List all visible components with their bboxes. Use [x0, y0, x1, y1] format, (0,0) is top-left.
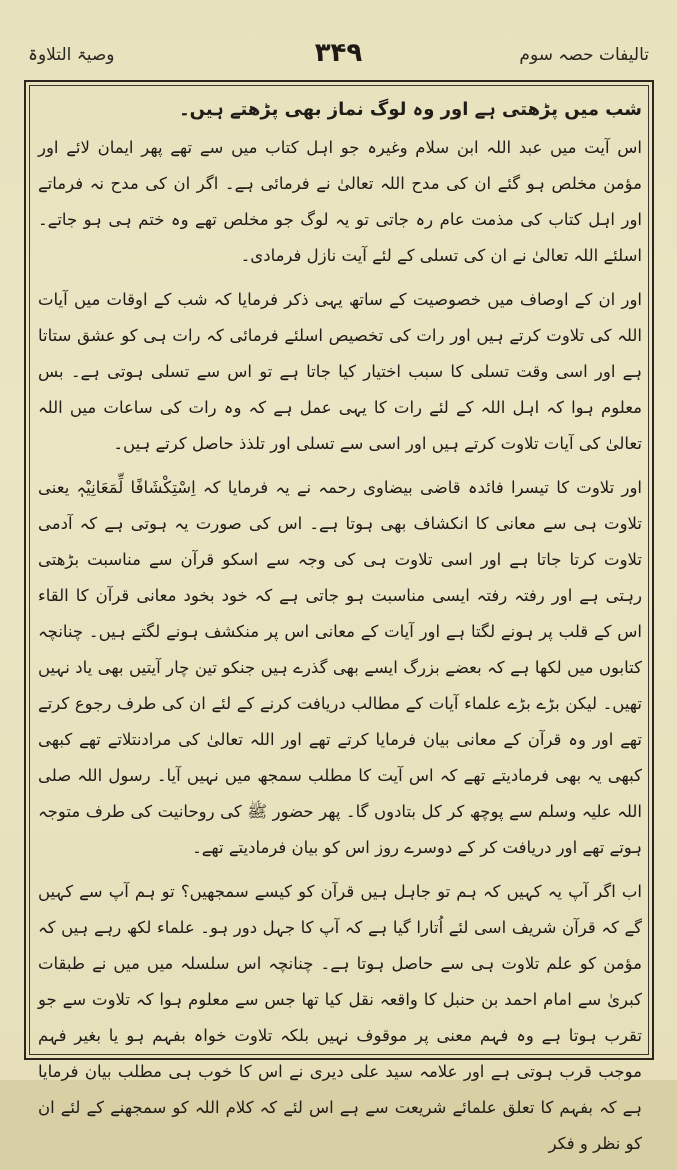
page-number: ۳۴۹ [314, 38, 363, 68]
book-title: تالیفات حصہ سوم [519, 45, 649, 65]
paragraph-understanding-quran: اب اگر آپ یہ کہیں کہ ہم تو جاہل ہیں قرآن کو کیسے سمجھیں؟ تو ہم آپ سے کہیں گے کہ قرآن شریف اسی لئے اُتارا گیا ہے کہ آپ کا جہل دور ہو۔ علماء لکھ رہے ہیں کہ مؤمن کو علم تلاوت ہی سے حاصل ہوتا ہے۔ چنانچہ اس سلسلہ میں میں نے طبقات کبریٰ سے امام احمد بن حنبل کا واقعہ نقل کیا تھا جس سے معلوم ہوا کہ تلاوت سے جو تقرب ہوتا ہے وہ فہم معنی پر موقوف نہیں بلکہ تلاوت خواہ بفہم ہو یا بغیر فہم موجب قرب ہوتی ہے اور علامہ سید علی دیری نے اس کا خوب ہی مطلب بیان فرمایا ہے کہ بفہم کا تعلق علمائے شریعت سے ہے اس لئے کہ کلام اللہ کو سمجھنے کے لئے ان کو نظر و فکر [38, 882, 642, 1153]
page-header [22, 38, 655, 78]
paragraph-night-recitation: اور ان کے اوصاف میں خصوصیت کے ساتھ یہی ذکر فرمایا کہ شب کے اوقات میں آیات اللہ کی تلاوت کرتے ہیں اور رات کی تخصیص اسلئے فرمائی کہ رات ہی کو عشق ستاتا ہے اور اسی وقت تسلی کا سبب اختیار کیا جاتا ہے تو اس سے تسلی ہوتی ہے۔ بس معلوم ہوا کہ اہل اللہ کے لئے رات کا یہی عمل ہے کہ وہ رات کی ساعات میں اللہ تعالیٰ کی آیات تلاوت کرتے ہیں اور اسی سے تسلی اور تلذذ حاصل کرتے ہیں۔ [38, 290, 642, 453]
paragraph-opening-line: شب میں پڑھتی ہے اور وہ لوگ نماز بھی پڑھتے ہیں۔ [179, 99, 642, 120]
section-title: وصیۃ التلاوۃ [28, 45, 115, 65]
paragraph-abdullah-ibn-salam: اس آیت میں عبد اللہ ابن سلام وغیرہ جو اہل کتاب میں سے تھے پھر ایمان لائے اور مؤمن مخلص ہو گئے ان کی مدح اللہ تعالیٰ نے فرمائی ہے۔ اگر ان کی مدح نہ فرماتے اور اہل کتاب کی مذمت عام رہ جاتی تو یہ لوگ جو مخلص تھے وہ ختم ہی ہو جاتے۔ اسلئے اللہ تعالیٰ نے ان کی تسلی کے لئے آیت نازل فرمادی۔ [38, 138, 642, 265]
page-body [38, 92, 642, 1170]
paragraph-third-benefit: اور تلاوت کا تیسرا فائدہ قاضی بیضاوی رحمہ نے یہ فرمایا کہ اِسْتِکْشَافًا لِّمَعَانِیْہٖ یعنی تلاوت ہی سے معانی کا انکشاف بھی ہوتا ہے۔ اس کی صورت یہ ہوتی ہے کہ آدمی تلاوت کرتا جاتا ہے اور اسی تلاوت ہی کی وجہ سے اسکو قرآن سے مناسبت بڑھتی رہتی ہے اور رفتہ رفتہ ایسی مناسبت ہو جاتی ہے کہ خود بخود معانی قرآن کا القاء اس کے قلب پر ہونے لگتا ہے اور آیات کے معانی اس پر منکشف ہونے لگتے ہیں۔ چنانچہ کتابوں میں لکھا ہے کہ بعضے بزرگ ایسے بھی گذرے ہیں جنکو تین چار آیتیں بھی یاد نہیں تھیں۔ لیکن بڑے بڑے علماء آیات کے مطالب دریافت کرنے کے لئے ان کی طرف رجوع کرتے تھے اور وہ قرآن کے معانی بیان فرمایا کرتے تھے اور اللہ تعالیٰ کی مرادنتلاتے تھے کبھی کبھی یہ بھی فرمادیتے تھے کہ اس آیت کا مطلب سمجھ میں نہیں آیا۔ رسول اللہ صلی اللہ علیہ وسلم سے پوچھ کر کل بتادوں گا۔ پھر حضور ﷺ کی روحانیت کی طرف متوجہ ہوتے تھے اور دریافت کر کے دوسرے روز اس کو بیان فرمادیتے تھے۔ [38, 478, 642, 857]
